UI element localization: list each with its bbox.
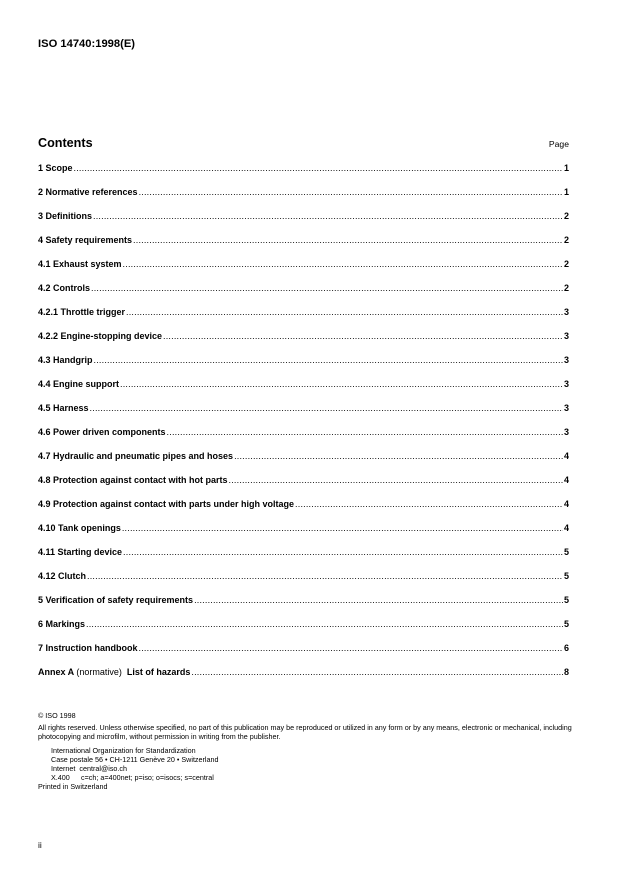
toc-entry-title: 3 Definitions — [38, 211, 93, 221]
internet-address[interactable]: central@iso.ch — [79, 763, 128, 773]
toc-entry-title: 4.12 Clutch — [38, 571, 87, 581]
toc-leader-dots — [86, 619, 563, 629]
copyright-notice: © ISO 1998 — [38, 711, 76, 720]
toc-entry-harness[interactable] — [38, 403, 569, 427]
toc-entry-title: 4.2.1 Throttle trigger — [38, 307, 126, 317]
toc-leader-dots — [191, 667, 563, 677]
toc-leader-dots — [91, 283, 563, 293]
page-column-label: Page — [548, 139, 569, 149]
toc-leader-dots — [229, 475, 563, 485]
toc-leader-dots — [139, 187, 563, 197]
toc-entry-page: 6 — [563, 643, 569, 653]
toc-entry-page: 4 — [563, 451, 569, 461]
toc-entry-page: 2 — [563, 283, 569, 293]
toc-entry-title: 4.5 Harness — [38, 403, 89, 413]
postal-address: Case postale 56 • CH-1211 Genève 20 • Switzerland — [51, 755, 219, 765]
toc-entry-title: 4.6 Power driven components — [38, 427, 166, 437]
toc-leader-dots — [94, 355, 563, 365]
toc-entry-engine-stopping-device[interactable] — [38, 331, 569, 355]
x400-line — [51, 774, 573, 783]
toc-entry-title: 4.1 Exhaust system — [38, 259, 122, 269]
toc-leader-dots — [87, 571, 563, 581]
internet-label: Internet — [51, 763, 76, 773]
toc-leader-dots — [123, 547, 563, 557]
toc-entry-page: 3 — [563, 331, 569, 341]
standard-id: ISO 14740:1998(E) — [38, 38, 136, 50]
toc-entry-title: 4.4 Engine support — [38, 379, 120, 389]
org-name: International Organization for Standardization — [51, 746, 196, 756]
toc-entry-page: 3 — [563, 307, 569, 317]
toc-entry-title: 5 Verification of safety requirements — [38, 595, 194, 605]
toc-entry-title: 4.10 Tank openings — [38, 523, 121, 533]
toc-entry-title: 4.3 Handgrip — [38, 355, 93, 365]
toc-entry-title — [38, 667, 190, 677]
toc-entry-page: 5 — [563, 571, 569, 581]
toc-entry-page: 1 — [563, 187, 569, 197]
toc-leader-dots — [123, 259, 563, 269]
toc-leader-dots — [90, 403, 563, 413]
toc-entry-handgrip[interactable] — [38, 355, 569, 379]
toc-leader-dots — [122, 523, 563, 533]
toc-entry-title: 4.2 Controls — [38, 283, 91, 293]
toc-entry-page: 5 — [563, 619, 569, 629]
toc-entry-title: 4 Safety requirements — [38, 235, 133, 245]
document-header — [38, 38, 135, 50]
toc-leader-dots — [163, 331, 563, 341]
toc-entry-instruction-handbook[interactable] — [38, 643, 569, 667]
toc-entry-starting-device[interactable] — [38, 547, 569, 571]
toc-entry-page: 3 — [563, 355, 569, 365]
toc-entry-markings[interactable] — [38, 619, 569, 643]
toc-entry-title: 4.9 Protection against contact with parts under high voltage — [38, 499, 295, 509]
annex-title: List of hazards — [126, 667, 191, 677]
toc-entry-safety-requirements[interactable] — [38, 235, 569, 259]
x400-address: c=ch; a=400net; p=iso; o=isocs; s=central — [81, 772, 214, 782]
toc-leader-dots — [133, 235, 563, 245]
toc-entry-title: 1 Scope — [38, 163, 73, 173]
toc-entry-title: 4.11 Starting device — [38, 547, 123, 557]
toc-entry-throttle-trigger[interactable] — [38, 307, 569, 331]
toc-entry-page: 4 — [563, 523, 569, 533]
toc-leader-dots — [234, 451, 563, 461]
rights-statement: All rights reserved. Unless otherwise specified, no part of this publication may be reproduced or utilized in any form or by any means, electronic or mechanical, including photocopying and microfilm, without permission in writing from the publisher. — [38, 722, 572, 741]
table-of-contents — [38, 163, 569, 691]
toc-entry-page: 3 — [563, 403, 569, 413]
toc-entry-page: 2 — [563, 259, 569, 269]
contents-heading: Contents — [38, 136, 93, 150]
toc-entry-verification[interactable] — [38, 595, 569, 619]
toc-entry-page: 5 — [563, 547, 569, 557]
toc-leader-dots — [295, 499, 563, 509]
toc-entry-annex-a[interactable] — [38, 667, 569, 691]
toc-entry-controls[interactable] — [38, 283, 569, 307]
toc-leader-dots — [126, 307, 563, 317]
publisher-address — [51, 747, 573, 782]
page-number: ii — [38, 840, 42, 850]
toc-entry-clutch[interactable] — [38, 571, 569, 595]
toc-entry-page: 4 — [563, 475, 569, 485]
annex-prefix: Annex A — [38, 667, 74, 677]
toc-entry-title: 4.8 Protection against contact with hot parts — [38, 475, 228, 485]
toc-entry-title: 4.2.2 Engine-stopping device — [38, 331, 163, 341]
toc-entry-page: 8 — [563, 667, 569, 677]
toc-leader-dots — [120, 379, 563, 389]
toc-entry-title: 2 Normative references — [38, 187, 138, 197]
toc-leader-dots — [139, 643, 563, 653]
toc-entry-hydraulic-pneumatic-pipes[interactable] — [38, 451, 569, 475]
toc-entry-exhaust-system[interactable] — [38, 259, 569, 283]
toc-entry-page: 5 — [563, 595, 569, 605]
toc-entry-page: 4 — [563, 499, 569, 509]
annex-qualifier: (normative) — [76, 667, 122, 677]
toc-entry-high-voltage-protection[interactable] — [38, 499, 569, 523]
toc-entry-engine-support[interactable] — [38, 379, 569, 403]
toc-entry-definitions[interactable] — [38, 211, 569, 235]
toc-entry-normative-references[interactable] — [38, 187, 569, 211]
toc-entry-page: 1 — [563, 163, 569, 173]
toc-entry-title: 4.7 Hydraulic and pneumatic pipes and hoses — [38, 451, 234, 461]
printed-in: Printed in Switzerland — [38, 781, 108, 791]
toc-entry-page: 2 — [563, 211, 569, 221]
toc-leader-dots — [167, 427, 563, 437]
copyright-block — [38, 712, 573, 791]
toc-leader-dots — [74, 163, 563, 173]
toc-entry-title: 7 Instruction handbook — [38, 643, 138, 653]
toc-entry-scope[interactable] — [38, 163, 569, 187]
toc-entry-page: 2 — [563, 235, 569, 245]
toc-entry-power-driven-components[interactable] — [38, 427, 569, 451]
toc-entry-page: 3 — [563, 427, 569, 437]
toc-leader-dots — [194, 595, 563, 605]
x400-label: X.400 — [51, 772, 70, 782]
toc-leader-dots — [93, 211, 563, 221]
toc-entry-tank-openings[interactable] — [38, 523, 569, 547]
toc-entry-page: 3 — [563, 379, 569, 389]
toc-entry-title: 6 Markings — [38, 619, 86, 629]
toc-entry-hot-parts-protection[interactable] — [38, 475, 569, 499]
